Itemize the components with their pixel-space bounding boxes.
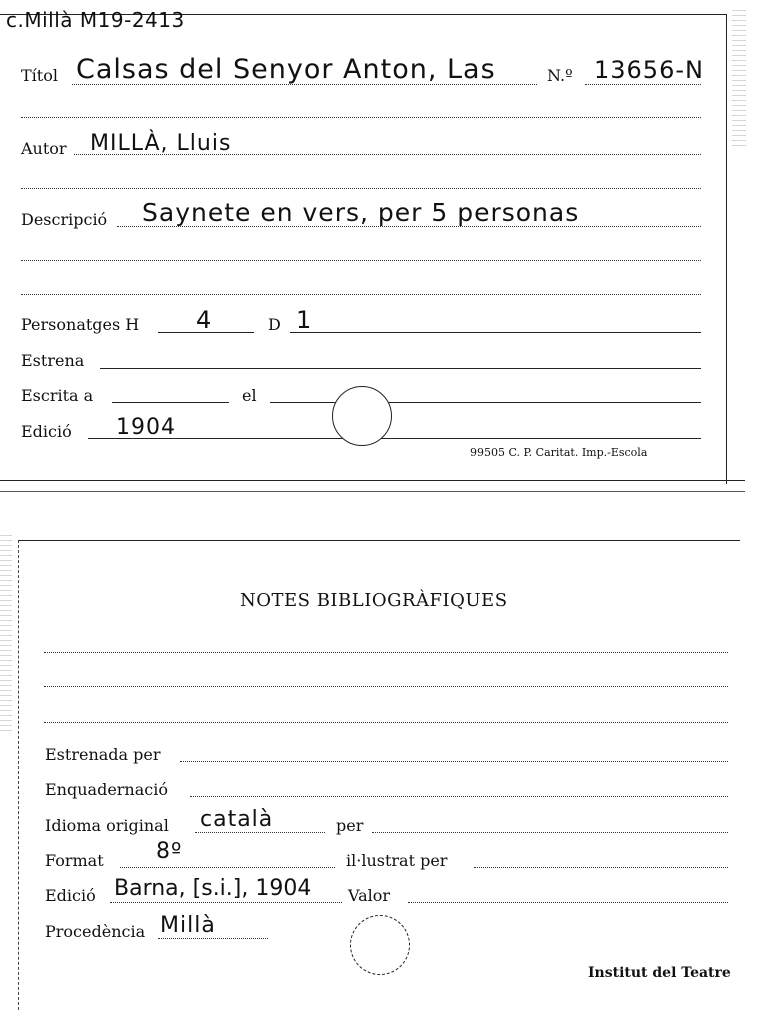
edicio-line [88,438,701,439]
format-value: 8º [156,839,183,864]
autor-label: Autor [21,139,67,158]
punch-hole [332,386,392,446]
num-line [585,84,701,85]
valor-line [408,902,728,903]
estrenada-label: Estrenada per [45,745,161,764]
institut-label: Institut del Teatre [588,965,731,981]
card-bottom-border-2 [0,491,745,492]
escrita-line [112,402,229,403]
valor-label: Valor [348,886,391,905]
descripcio-value: Saynete en vers, per 5 personas [142,198,580,227]
notes-line-3 [44,722,728,723]
personatges-d-value: 1 [296,306,313,334]
catalog-card-front [0,0,759,495]
personatges-d-label: D [268,315,281,334]
punch-hole-2 [350,915,410,975]
enquadernacio-line [190,796,728,797]
edicio2-line [110,902,342,903]
notes-line-1 [44,652,728,653]
per-label: per [336,816,364,835]
idioma-label: Idioma original [45,816,169,835]
illustrat-label: il·lustrat per [346,851,448,870]
procedencia-label: Procedència [45,922,146,941]
printer-imprint: 99505 C. P. Caritat. Imp.-Escola [470,446,648,459]
format-line [120,867,335,868]
illustrat-line [474,867,728,868]
edicio2-value: Barna, [s.i.], 1904 [114,876,312,901]
num-label: N.º [547,66,573,85]
edicio-label: Edició [21,422,72,441]
per-line [372,832,728,833]
scan-edge [0,535,12,735]
catalog-card-back [0,495,759,1028]
card-bottom-border [0,480,745,481]
personatges-h-value: 4 [196,306,213,334]
el-label: el [242,386,257,405]
procedencia-line [158,938,268,939]
titol-label: Títol [21,66,58,85]
notes-line-2 [44,686,728,687]
card2-top-border [18,540,740,541]
notes-heading: NOTES BIBLIOGRÀFIQUES [240,590,508,611]
scan-edge-top-right [732,10,746,150]
titol-value: Calsas del Senyor Anton, Las [76,54,496,85]
escrita-label: Escrita a [21,386,94,405]
blank-line-3 [21,260,701,261]
edicio-value: 1904 [116,415,176,440]
card-right-border [726,14,727,484]
descripcio-label: Descripció [21,210,108,229]
enquadernacio-label: Enquadernació [45,780,168,799]
autor-value: MILLÀ, Lluis [90,131,232,156]
catalog-note: c.Millà M19-2413 [6,8,185,32]
personatges-d-line [290,332,701,333]
estrenada-line [180,761,728,762]
blank-line-4 [21,294,701,295]
idioma-line [195,832,325,833]
blank-line-2 [21,188,701,189]
blank-line-1 [21,117,701,118]
personatges-label: Personatges H [21,315,140,334]
estrena-line [100,368,701,369]
num-value: 13656-N [594,56,704,84]
format-label: Format [45,851,104,870]
estrena-label: Estrena [21,351,85,370]
edicio2-label: Edició [45,886,96,905]
procedencia-value: Millà [160,913,216,938]
idioma-value: català [200,807,274,832]
card2-left-border [18,540,19,1010]
